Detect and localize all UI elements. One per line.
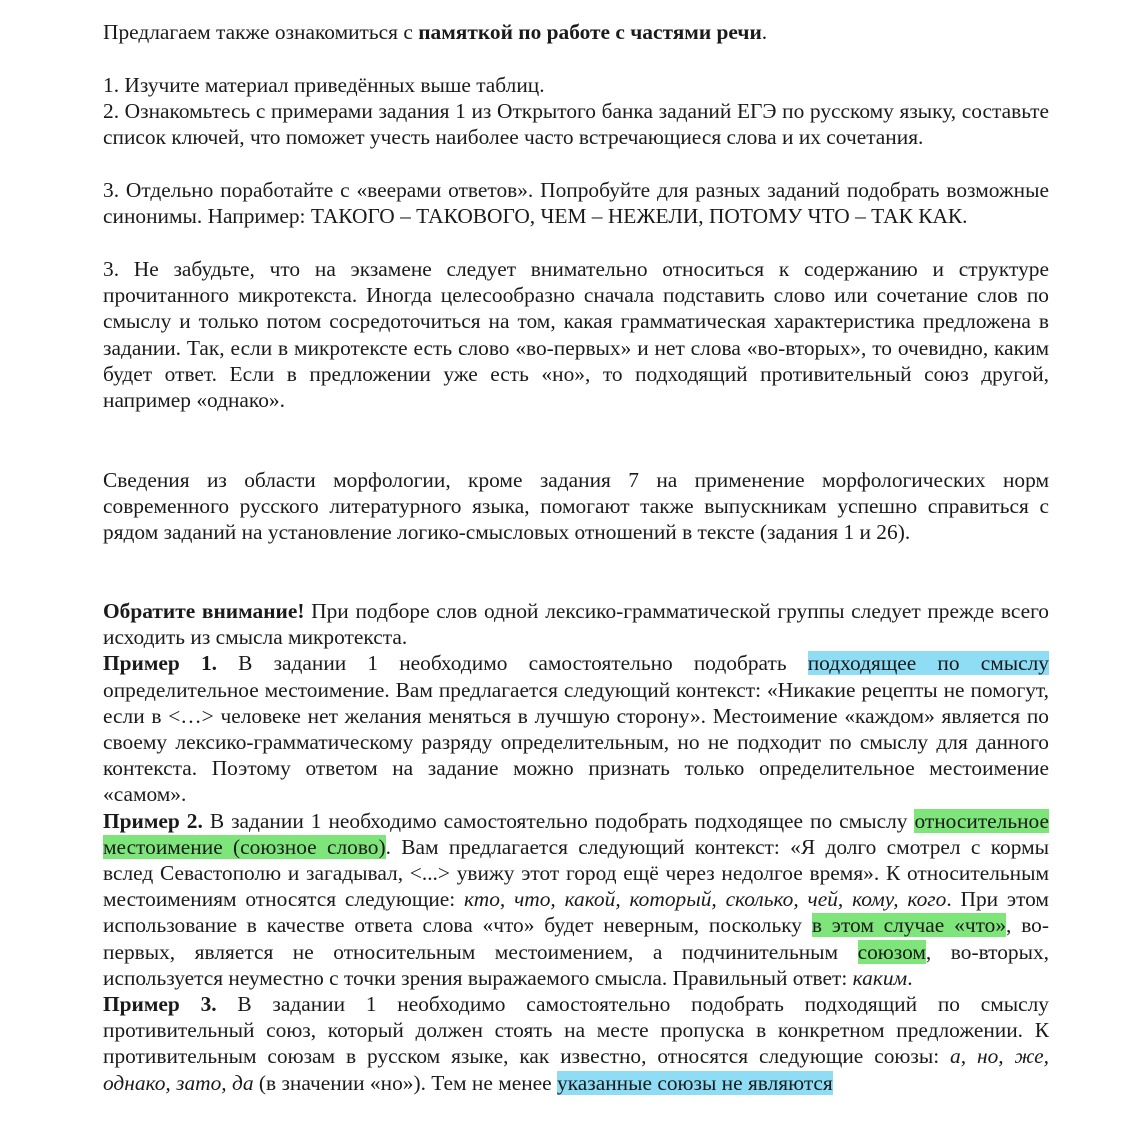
- example-2-highlight-1: относительное местоимение (союзное слово): [103, 808, 1049, 859]
- attention-text: При подборе слов одной лексико-грамматической группы следует прежде всего исходить из смысла микротекста.: [103, 599, 1050, 650]
- example-2-highlight-3: союзом: [857, 939, 926, 964]
- example-3-conjunction-list: а, но, же, однако, зато, да: [103, 1044, 1049, 1095]
- example-3-paragraph: [103, 991, 1049, 1096]
- step-2: 2. Ознакомьтесь с примерами задания 1 из Открытого банка заданий ЕГЭ по русскому языку, составьте список ключей, что поможет учесть наиболее часто встречающиеся слова и их сочетания.: [103, 99, 1049, 150]
- example-1-paragraph: [103, 650, 1049, 807]
- attention-label: Обратите внимание!: [103, 599, 305, 623]
- example-2-paragraph: [103, 808, 1049, 991]
- intro-end: .: [761, 20, 768, 44]
- example-2-text-4: , во-первых, является не относительным местоимением, а подчинительным: [103, 913, 1050, 964]
- example-2-text-2: . Вам предлагается следующий контекст: «Я долго смотрел с кормы вслед Севастополю и загадывал, <...> увижу этот город ещё через недолгое время». К относительным местоимениям относятся следующие:: [103, 834, 1049, 912]
- example-1-highlight: подходящее по смыслу: [807, 651, 1049, 676]
- example-3-text-2: (в значении «но»). Тем не менее: [253, 1070, 558, 1095]
- example-2-text-5: , во-вторых, используется неуместно с точки зрения выражаемого смысла. Правильный ответ:: [103, 939, 1050, 990]
- example-2-highlight-2: в этом случае «что»: [811, 913, 1007, 938]
- example-2-end: .: [907, 965, 913, 990]
- example-2-label: Пример 2.: [103, 808, 203, 833]
- intro-paragraph: [103, 19, 1049, 45]
- example-2-answer: каким: [852, 965, 908, 990]
- attention-paragraph: [103, 598, 1049, 650]
- example-2-pronoun-list: кто, что, какой, который, сколько, чей, кому, кого: [464, 887, 947, 912]
- example-1-text: В задании 1 необходимо самостоятельно подобрать: [217, 651, 808, 676]
- step-3b: 3. Не забудьте, что на экзамене следует внимательно относиться к содержанию и структуре прочитанного микротекста. Иногда целесообразно сначала подставить слово или сочетание слов по смыслу и только потом сосредоточиться на том, какая грамматическая характеристика предложена в задании. Так, если в микротексте есть слово «во-первых» и нет слова «во-вторых», то очевидно, каким будет ответ. Если в предложении уже есть «но», то подходящий противительный союз другой, например «однако».: [103, 257, 1049, 413]
- example-2-text: В задании 1 необходимо самостоятельно подобрать подходящее по смыслу: [202, 808, 915, 833]
- step-1: 1. Изучите материал приведённых выше таблиц.: [103, 73, 545, 97]
- examples-block: [103, 598, 1049, 1096]
- example-2-text-3: . При этом использование в качестве ответа слова «что» будет неверным, поскольку: [103, 887, 1049, 938]
- intro-bold-link-text: памяткой по работе с частями речи: [418, 20, 762, 44]
- example-1-text-cont: определительное местоимение. Вам предлагается следующий контекст: «Никакие рецепты не помогут, если в <…> человеке нет желания меняться в лучшую сторону». Местоимение «каждом» является по своему лексико-грамматическому разряду определительным, но не подходит по смыслу для данного контекста. Поэтому ответом на задание можно признать только определительное местоимение «самом».: [103, 677, 1049, 807]
- morphology-paragraph: Сведения из области морфологии, кроме задания 7 на применение морфологических норм современного русского литературного языка, помогают также выпускникам успешно справиться с рядом заданий на установление логико-смысловых отношений в тексте (задания 1 и 26).: [103, 468, 1049, 545]
- example-3-highlight: указанные союзы не являются: [557, 1070, 833, 1095]
- example-3-label: Пример 3.: [103, 992, 217, 1017]
- step-3a: 3. Отдельно поработайте с «веерами ответов». Попробуйте для разных заданий подобрать возможные синонимы. Например: ТАКОГО – ТАКОВОГО, ЧЕМ – НЕЖЕЛИ, ПОТОМУ ЧТО – ТАК КАК.: [103, 178, 1049, 229]
- intro-text: Предлагаем также ознакомиться с: [103, 20, 419, 44]
- example-3-text: В задании 1 необходимо самостоятельно подобрать подходящий по смыслу противительный союз, который должен стоять на месте пропуска в конкретном предложении. К противительным союзам в русском языке, как известно, относятся следующие союзы:: [103, 992, 1049, 1069]
- example-1-label: Пример 1.: [103, 651, 218, 676]
